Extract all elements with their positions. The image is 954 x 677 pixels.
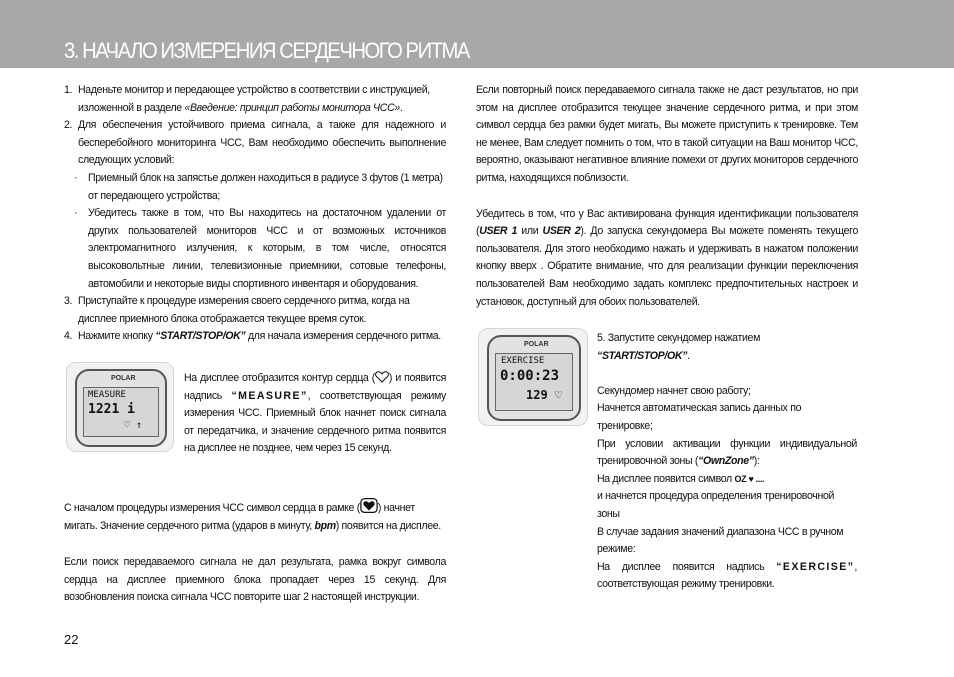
repeat-search-paragraph: Если повторный поиск передаваемого сигнала также не даст результатов, но при этом на дисплее отобразится текущее значение сердечного ритма, и при этом символ сердца без рамки будет мигать, Вы можете приступить к тренировке. Тем не менее, Вам следует помнить о том, что в такой ситуации на Ваш монитор ЧСС, вероятно, оказывают негативное влияние помехи от других мониторов сердечного ритма, находящихся поблизости. bbox=[476, 84, 858, 184]
framed-heart-icon bbox=[360, 498, 378, 513]
page-number: 22 bbox=[64, 632, 79, 647]
step-2: 2. Для обеспечения устойчивого приема сигнала, а также для надежного и бесперебойного мониторинга ЧСС, Вам необходимо обеспечить выполнение следующих условий: bbox=[64, 119, 446, 167]
step-number: 1. bbox=[64, 84, 73, 96]
display-stopwatch: 0:00:23 bbox=[500, 368, 560, 384]
frame-heart-paragraph: С началом процедуры измерения ЧСС символ сердца в рамке ( ) начнет мигать. Значение сердечного ритма (ударов в минуту, bpm) появится на дисплее. bbox=[64, 498, 446, 535]
user-id-paragraph: Убедитесь в том, что у Вас активирована функция идентификации пользователя (USER 1 или USER 2). До запуска секундомера Вы можете поменять текущего пользователя. Для этого необходимо нажать и удерживать в нажатом положении кнопку вверх . Обратите внимание, что для реализации функции переключения пользователей Вам необходимо задать комплекс предпочтительных настроек и установок, доступный для обоих пользователей. bbox=[476, 207, 858, 308]
display-icons: ♡ ↑ bbox=[124, 420, 143, 431]
manual-range-text: В случае задания значений диапазона ЧСС в ручном режиме: bbox=[597, 525, 844, 556]
bpm-label: bpm bbox=[314, 519, 336, 532]
ownzone-text: При условии активации функции индивидуальной тренировочной зоны (“OwnZone”): bbox=[597, 437, 857, 468]
left-column bbox=[64, 82, 446, 346]
section-reference: «Введение: принцип работы монитора ЧСС» bbox=[184, 101, 400, 114]
exercise-label: “EXERCISE” bbox=[776, 560, 855, 573]
measure-description: На дисплее отобразится контур сердца ( ) и появится надпись “MEASURE”, соответствующая режиму измерения ЧСС. Приемный блок начнет поиск сигнала от передатчика, и значение сердечного ритма появится на дисплее не позднее, чем через 15 секунд. bbox=[184, 372, 447, 455]
watch-face bbox=[75, 369, 167, 447]
condition-bullet: · Приемный блок на запястье должен находиться в радиусе 3 футов (1 метра) от передающего устройства; bbox=[74, 171, 443, 202]
step-number: 4. bbox=[64, 330, 73, 343]
watch-face bbox=[487, 335, 581, 421]
exercise-text: На дисплее появится надпись “EXERCISE”, соответствующая режиму тренировки. bbox=[597, 560, 857, 591]
ownzone-label: “OwnZone” bbox=[698, 455, 754, 468]
step-4: 4. Нажмите кнопку “START/STOP/OK” для начала измерения сердечного ритма. bbox=[64, 328, 446, 346]
start-stop-button-label: “START/STOP/OK” bbox=[597, 349, 688, 362]
ownzone-symbol-icon: OZ ♥ .... bbox=[734, 473, 765, 484]
heart-outline-icon bbox=[375, 371, 389, 383]
stopwatch-start-text: Секундомер начнет свою работу; bbox=[597, 384, 751, 397]
step-number: 3. bbox=[64, 295, 73, 308]
watch-illustration-measure bbox=[66, 362, 174, 452]
recording-text: Начнется автоматическая запись данных по тренировке; bbox=[597, 402, 802, 432]
display-heart-rate: 129 ♡ bbox=[526, 388, 563, 402]
start-stop-button-label: “START/STOP/OK” bbox=[155, 330, 246, 343]
zone-procedure-text: и начнется процедура определения тренировочной зоны bbox=[597, 490, 835, 520]
bullet-icon: · bbox=[74, 171, 78, 184]
step-1: 1. Наденьте монитор и передающее устройство в соответствии с инструкцией, изложенной в разделе «Введение: принцип работы монитора ЧСС». bbox=[64, 84, 430, 114]
user-2-label: USER 2 bbox=[542, 225, 581, 238]
display-mode-text: EXERCISE bbox=[501, 356, 545, 366]
display-time: 1221 i bbox=[88, 402, 135, 417]
user-1-label: USER 1 bbox=[479, 225, 518, 238]
condition-bullet: · Убедитесь также в том, что Вы находитесь на достаточном удалении от других пользователей мониторов ЧСС и от возможных источников электромагнитного излучения, к которым, в том числе, относятся высоковольтные линии, телевизионные приемники, сотовые телефоны, автомобили и некоторые виды спортивного инвентаря и оборудования. bbox=[74, 207, 446, 290]
step-5-title: 5. Запустите секундомер нажатием bbox=[597, 332, 761, 344]
search-failure-paragraph: Если поиск передаваемого сигнала не дал результата, рамка вокруг символа сердца на дисплее приемного блока пропадает через 15 секунд. Для возобновления поиска сигнала ЧСС повторите шаг 2 настоящей инструкции. bbox=[64, 556, 446, 604]
step-number: 2. bbox=[64, 119, 73, 132]
page-header bbox=[0, 0, 954, 68]
step-5-block: 5. Запустите секундомер нажатием “START/STOP/OK”. Секундомер начнет свою работу; Начнется автоматическая запись данных по тренировке; При условии активации функции индивидуальной тренировочной зоны (“OwnZone”): На дисплее появится символ OZ ♥ .... и начнется процедура определения тренировочной зоны В случае задания значений диапазона ЧСС в ручном режиме: На дисплее появится надпись “EXERCISE”, соответствующая режиму тренировки. bbox=[597, 330, 857, 594]
step-3: 3. Приступайте к процедуре измерения своего сердечного ритма, когда на дисплее приемного блока отображается текущее время суток. bbox=[64, 295, 410, 325]
watch-display bbox=[495, 353, 573, 411]
page-title: 3. НАЧАЛО ИЗМЕРЕНИЯ СЕРДЕЧНОГО РИТМА bbox=[64, 38, 469, 63]
watch-brand: POLAR bbox=[111, 375, 136, 382]
watch-brand: POLAR bbox=[524, 341, 549, 348]
display-mode-text: MEASURE bbox=[88, 390, 126, 400]
right-column bbox=[476, 82, 858, 311]
ownzone-symbol-text: На дисплее появится символ OZ ♥ .... bbox=[597, 472, 765, 485]
measure-label: “MEASURE” bbox=[231, 389, 308, 402]
watch-display bbox=[83, 387, 159, 437]
watch-illustration-exercise bbox=[478, 328, 588, 426]
bullet-icon: · bbox=[74, 207, 78, 220]
